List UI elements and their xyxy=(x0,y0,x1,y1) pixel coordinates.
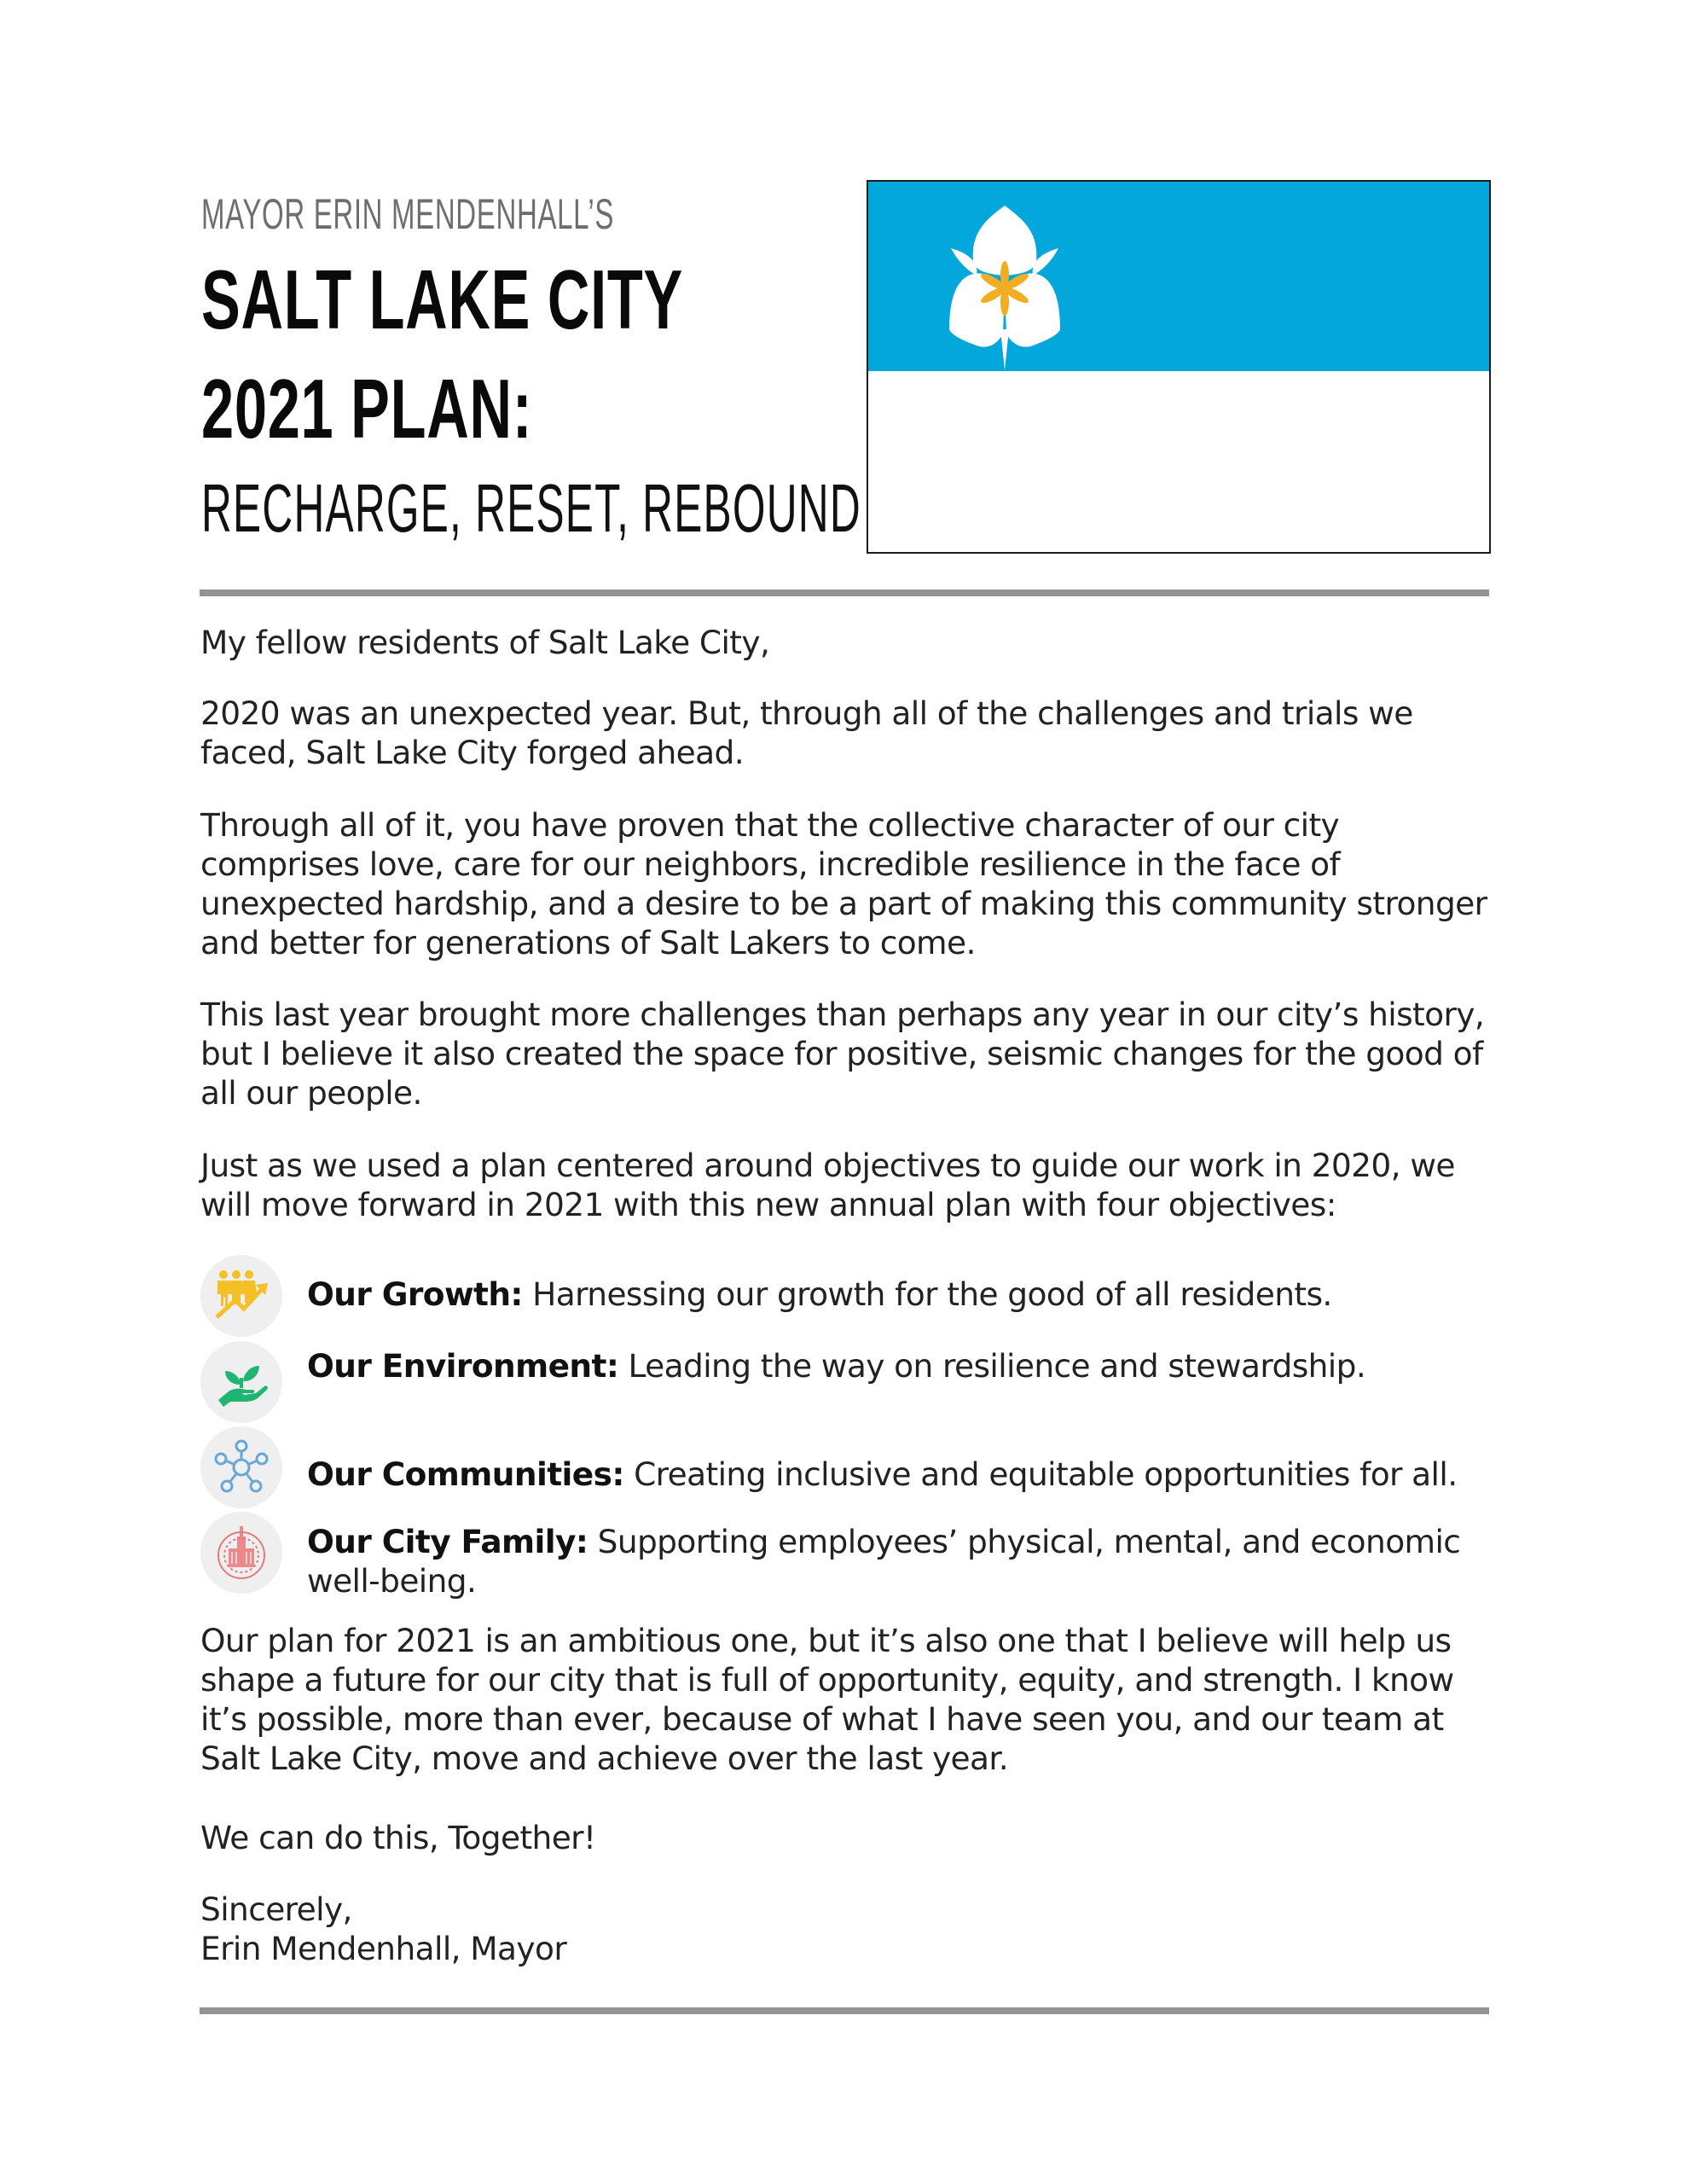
objective-title: Our Growth: xyxy=(307,1275,523,1313)
objective-title: Our Communities: xyxy=(307,1455,624,1493)
city-flag xyxy=(867,180,1491,554)
paragraph-text: Just as we used a plan centered around objectives to guide our work in 2020, we will move forward in 2021 with this new annual plan with four objectives: xyxy=(200,1147,1455,1223)
objective-title: Our Environment: xyxy=(307,1347,619,1385)
page-title-line-1: SALT LAKE CITY xyxy=(201,253,683,346)
letter-paragraph xyxy=(200,995,1497,1112)
letter-paragraph xyxy=(200,805,1497,962)
objective-growth xyxy=(307,1275,1493,1314)
paragraph-text: We can do this, Together! xyxy=(200,1819,596,1856)
city-seal-icon xyxy=(200,1512,282,1594)
objective-environment xyxy=(307,1346,1493,1385)
letter-paragraph xyxy=(200,1818,1497,1857)
community-network-icon xyxy=(200,1426,282,1508)
letter-signoff xyxy=(200,1890,1497,1968)
paragraph-text: 2020 was an unexpected year. But, through all of the challenges and trials we faced, Salt Lake City forged ahead. xyxy=(200,694,1413,771)
page-subtitle: RECHARGE, RESET, REBOUND xyxy=(201,470,861,546)
letter-paragraph xyxy=(200,1146,1497,1224)
top-divider xyxy=(200,590,1489,596)
salutation-text: My fellow residents of Salt Lake City, xyxy=(200,624,770,661)
letter-paragraph xyxy=(200,1621,1497,1778)
letter-salutation xyxy=(200,623,1497,662)
objective-description: Supporting employees’ physical, mental, and economic well-being. xyxy=(307,1523,1461,1600)
header-kicker: MAYOR ERIN MENDENHALL’S xyxy=(201,190,614,238)
objective-description: Harnessing our growth for the good of all residents. xyxy=(532,1275,1332,1313)
paragraph-text: This last year brought more challenges than perhaps any year in our city’s history, but I believe it also created the space for positive, seismic changes for the good of all our people. xyxy=(200,996,1485,1112)
bottom-divider xyxy=(200,2007,1489,2014)
objective-city-family xyxy=(307,1522,1493,1600)
paragraph-text: Through all of it, you have proven that the collective character of our city comprises love, care for our neighbors, incredible resilience in the face of unexpected hardship, and a desire to be a part of making this community stronger and better for generations of Salt Lakers to come. xyxy=(200,806,1487,961)
objective-title: Our City Family: xyxy=(307,1523,588,1560)
signature-text: Erin Mendenhall, Mayor xyxy=(200,1930,567,1967)
letter-paragraph xyxy=(200,694,1497,772)
objective-description: Leading the way on resilience and stewardship. xyxy=(628,1347,1366,1385)
growth-people-chart-icon xyxy=(200,1255,282,1337)
paragraph-text: Our plan for 2021 is an ambitious one, but it’s also one that I believe will help us shape a future for our city that is full of opportunity, equity, and strength. I know it’s possible, more than ever, because of what I have seen you, and our team at Salt Lake City, move and achieve over the last year. xyxy=(200,1622,1454,1777)
hand-seedling-icon xyxy=(200,1341,282,1423)
sego-lily-icon xyxy=(949,206,1060,376)
signoff-text: Sincerely, xyxy=(200,1891,352,1928)
page-title-line-2: 2021 PLAN: xyxy=(201,362,533,456)
objective-communities xyxy=(307,1455,1493,1494)
objective-description: Creating inclusive and equitable opportunities for all. xyxy=(634,1455,1458,1493)
